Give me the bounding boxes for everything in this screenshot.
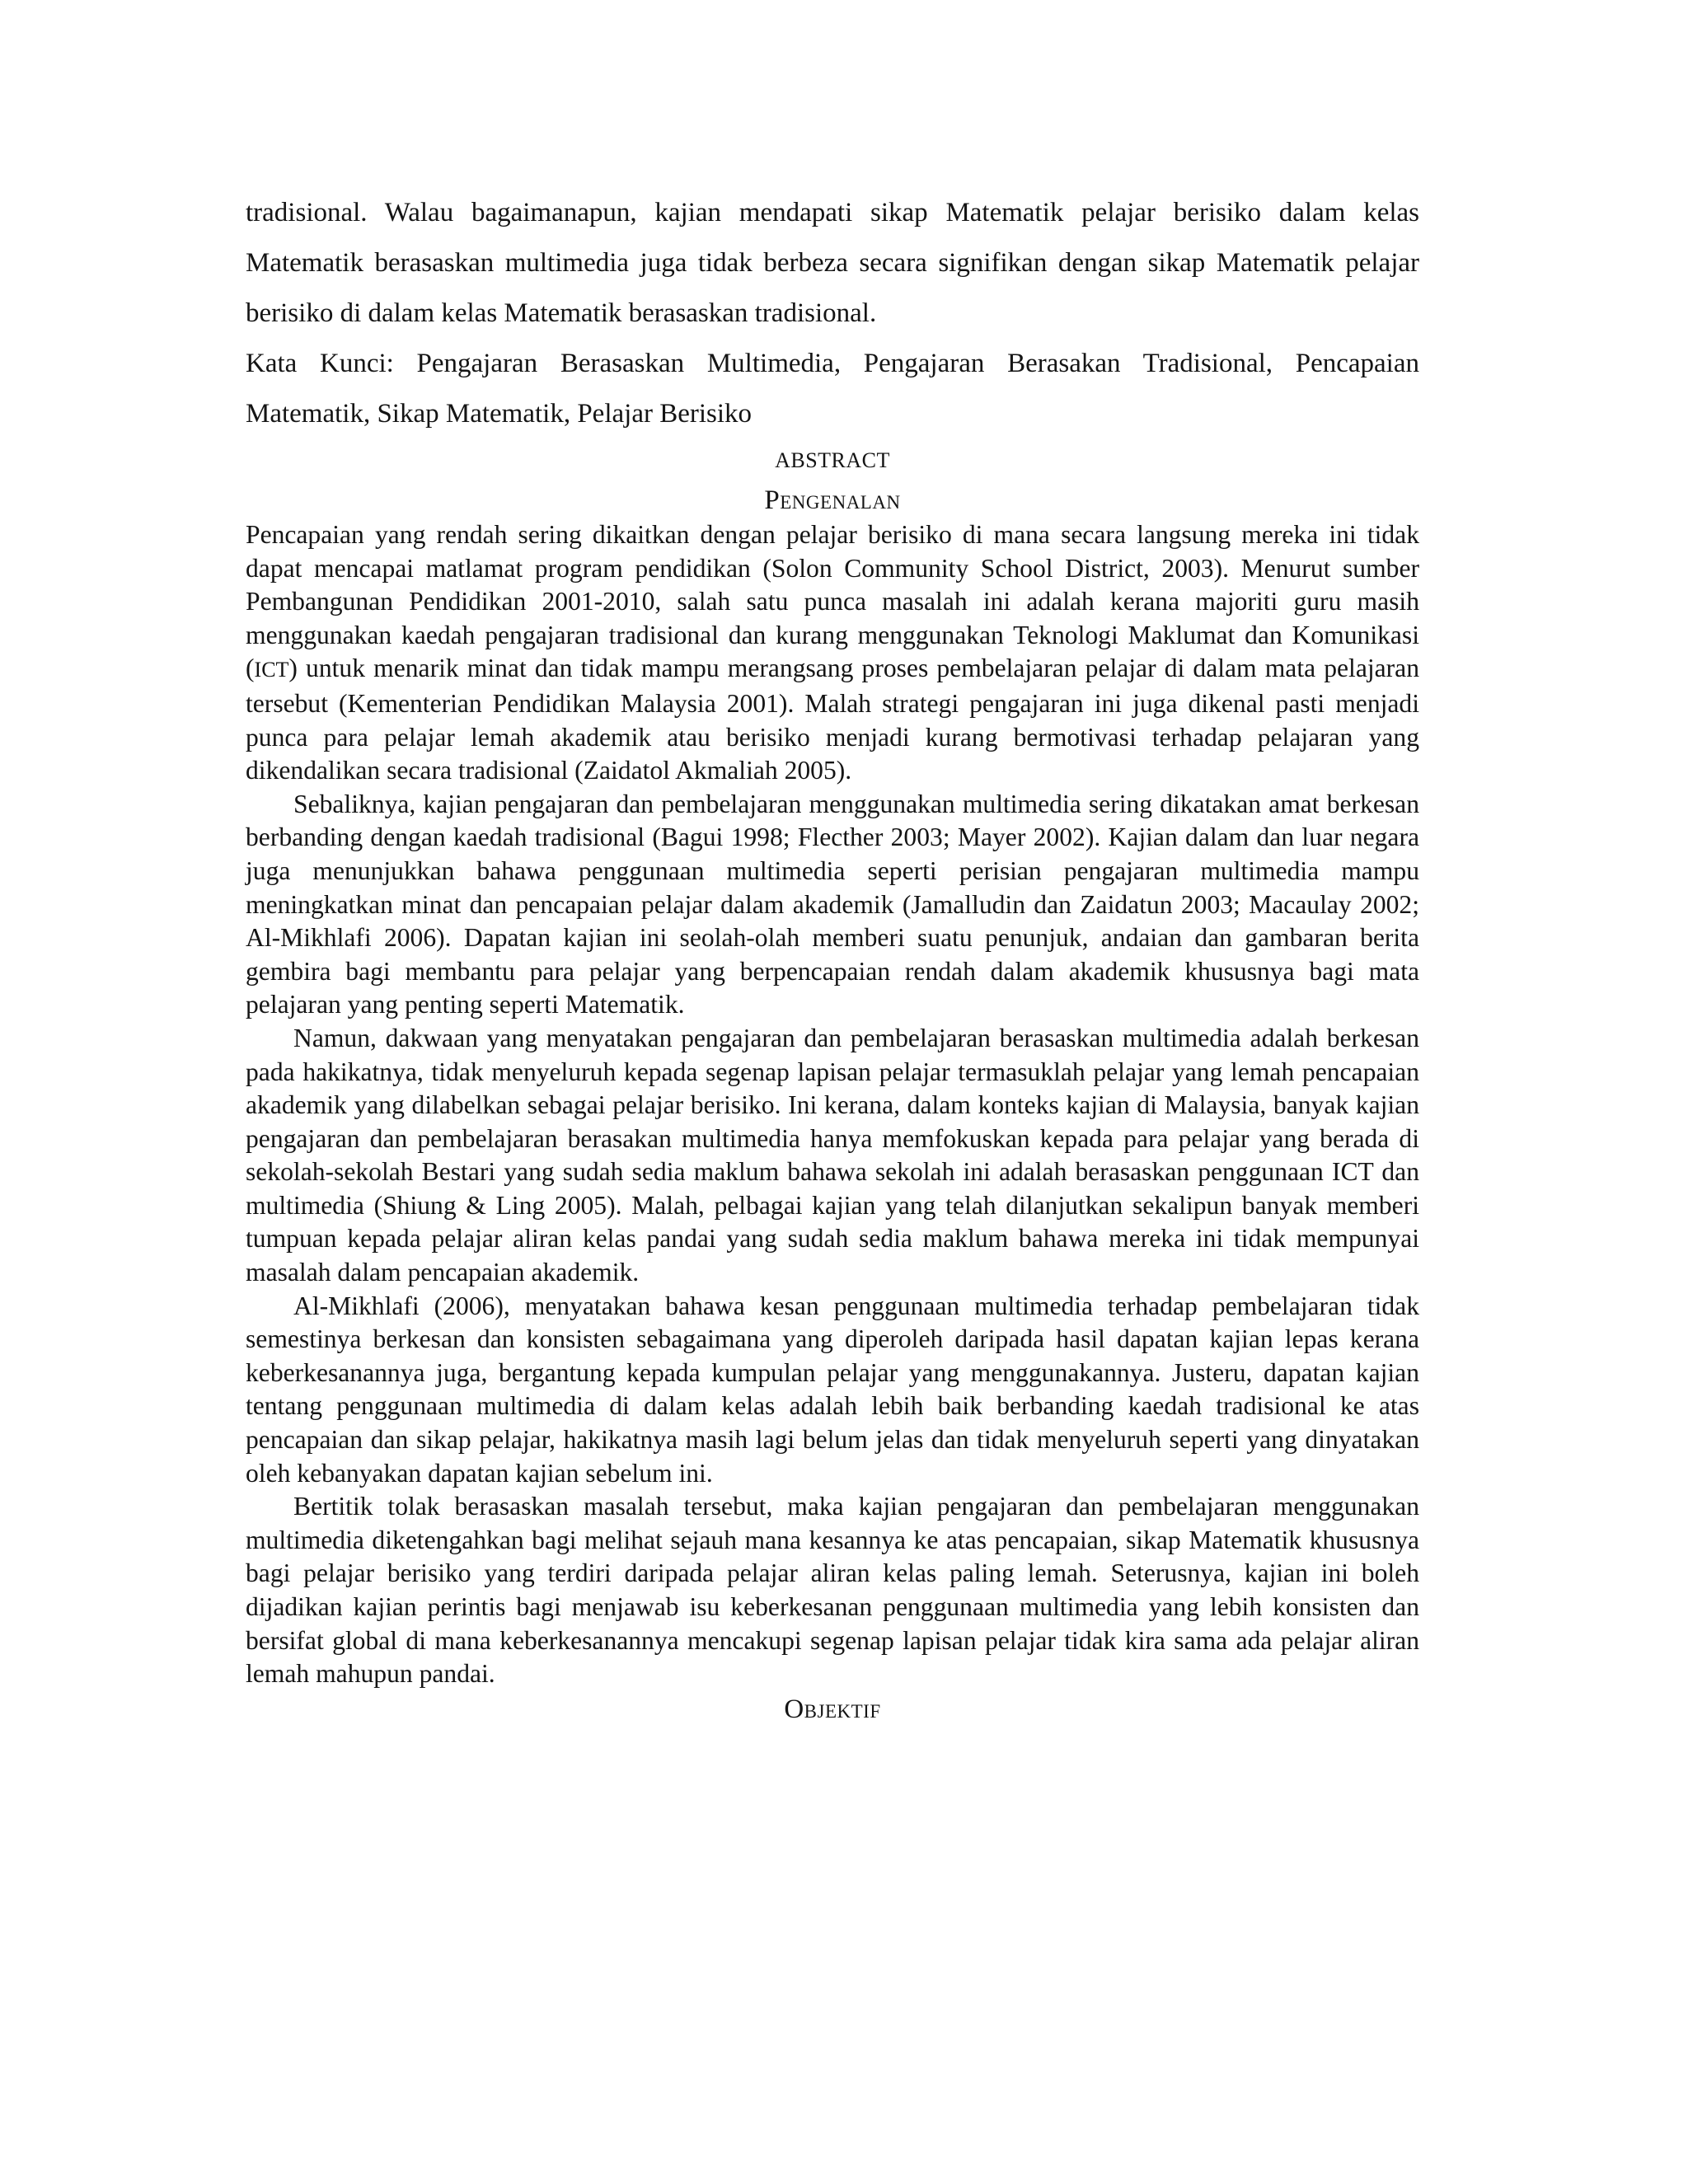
- section-heading-objektif: Objektif: [784, 1694, 881, 1724]
- document-page: [246, 188, 1419, 1727]
- paragraph-1-part-2: ) untuk menarik minat dan tidak mampu merangsang proses pembelajaran pelajar di dalam mata pelajaran tersebut (Kementerian Pendidikan Malaysia 2001). Malah strategi pengajaran ini juga dikenal pasti menjadi punca para pelajar lemah akademik atau berisiko menjadi kurang bermotivasi terhadap pelajaran yang dikendalikan secara tradisional (Zaidatol Akmaliah 2005).: [246, 654, 1419, 785]
- section-heading-pengenalan: Pengenalan: [764, 485, 901, 515]
- keywords: Kata Kunci: Pengajaran Berasaskan Multimedia, Pengajaran Berasakan Tradisional, Pencapaian Matematik, Sikap Matematik, Pelajar Berisiko: [246, 349, 1419, 429]
- paragraph-4: Al-Mikhlafi (2006), menyatakan bahawa kesan penggunaan multimedia terhadap pembelajaran tidak semestinya berkesan dan konsisten sebagaimana yang diperoleh daripada hasil dapatan kajian lepas kerana keberkesanannya juga, bergantung kepada kumpulan pelajar yang menggunakannya. Justeru, dapatan kajian tentang penggunaan multimedia di dalam kelas adalah lebih baik berbanding kaedah tradisional ke atas pencapaian dan sikap pelajar, hakikatnya masih lagi belum jelas dan tidak menyeluruh seperti yang dinyatakan oleh kebanyakan dapatan kajian sebelum ini.: [246, 1291, 1419, 1488]
- paragraph-5: Bertitik tolak berasaskan masalah tersebut, maka kajian pengajaran dan pembelajaran menggunakan multimedia diketengahkan bagi melihat sejauh mana kesannya ke atas pencapaian, sikap Matematik khususnya bagi pelajar berisiko yang terdiri daripada pelajar aliran kelas paling lemah. Seterusnya, kajian ini boleh dijadikan kajian perintis bagi menjawab isu keberkesanan penggunaan multimedia yang lebih konsisten dan bersifat global di mana keberkesanannya mencakupi segenap lapisan pelajar tidak kira sama ada pelajar aliran lemah mahupun pandai.: [246, 1492, 1419, 1689]
- ict-abbreviation: ICT: [254, 658, 289, 682]
- abstract-heading: ABSTRACT: [775, 448, 890, 472]
- pengenalan-body: [246, 518, 1419, 1691]
- abstract-conclusion: tradisional. Walau bagaimanapun, kajian mendapati sikap Matematik pelajar berisiko dalam kelas Matematik berasaskan multimedia juga tidak berbeza secara signifikan dengan sikap Matematik pelajar berisiko di dalam kelas Matematik berasaskan tradisional.: [246, 198, 1419, 328]
- abstract-tail: [246, 188, 1419, 439]
- paragraph-2: Sebaliknya, kajian pengajaran dan pembelajaran menggunakan multimedia sering dikatakan amat berkesan berbanding dengan kaedah tradisional (Bagui 1998; Flecther 2003; Mayer 2002). Kajian dalam dan luar negara juga menunjukkan bahawa penggunaan multimedia seperti perisian pengajaran multimedia mampu meningkatkan minat dan pencapaian pelajar dalam akademik (Jamalludin dan Zaidatun 2003; Macaulay 2002; Al-Mikhlafi 2006). Dapatan kajian ini seolah-olah memberi suatu penunjuk, andaian dan gambaran berita gembira bagi membantu para pelajar yang berpencapaian rendah dalam akademik khususnya bagi mata pelajaran yang penting seperti Matematik.: [246, 789, 1419, 1019]
- paragraph-3: Namun, dakwaan yang menyatakan pengajaran dan pembelajaran berasaskan multimedia adalah berkesan pada hakikatnya, tidak menyeluruh kepada segenap lapisan pelajar termasuklah pelajar yang lemah pencapaian akademik yang dilabelkan sebagai pelajar berisiko. Ini kerana, dalam konteks kajian di Malaysia, banyak kajian pengajaran dan pembelajaran berasakan multimedia hanya memfokuskan kepada para pelajar yang berada di sekolah-sekolah Bestari yang sudah sedia maklum bahawa sekolah ini adalah berasaskan penggunaan ICT dan multimedia (Shiung & Ling 2005). Malah, pelbagai kajian yang telah dilanjutkan sekalipun banyak memberi tumpuan kepada pelajar aliran kelas pandai yang sudah sedia maklum bahawa mereka ini tidak mempunyai masalah dalam pencapaian akademik.: [246, 1023, 1419, 1287]
- paragraph-1-part-1: Pencapaian yang rendah sering dikaitkan dengan pelajar berisiko di mana secara langsung mereka ini tidak dapat mencapai matlamat program pendidikan (Solon Community School District, 2003). Menurut sumber Pembangunan Pendidikan 2001-2010, salah satu punca masalah ini adalah kerana majoriti guru masih menggunakan kaedah pengajaran tradisional dan kurang menggunakan Teknologi Maklumat dan Komunikasi (: [246, 520, 1419, 683]
- paragraph-1: [246, 518, 1419, 788]
